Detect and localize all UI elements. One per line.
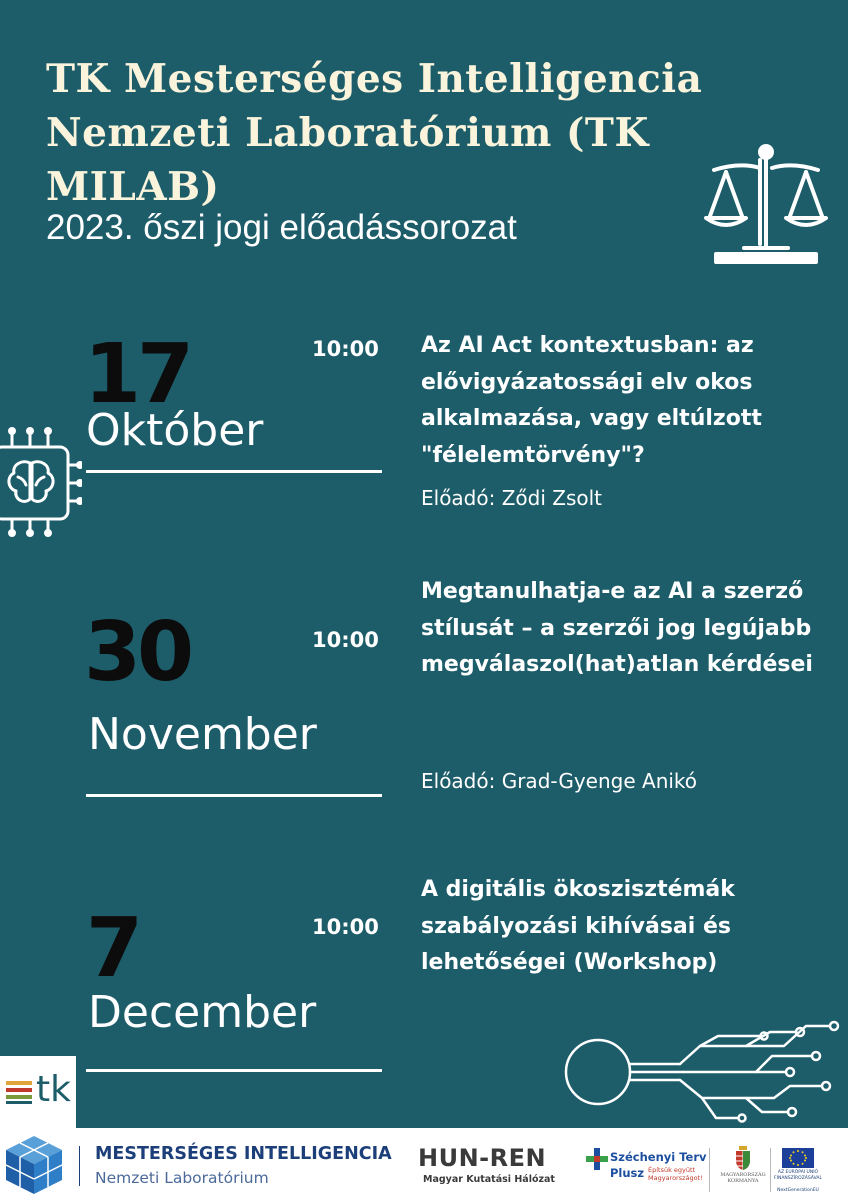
- circuit-network-icon: [560, 1018, 848, 1126]
- event-time: 10:00: [312, 337, 379, 361]
- kormany-label: MAGYARORSZÁG KORMÁNYA: [720, 1172, 766, 1184]
- hunren-logo: HUN-REN: [418, 1144, 547, 1172]
- brain-chip-icon: [0, 425, 82, 537]
- szechenyi-slogan: Építsük együtt Magyarországot!: [648, 1166, 703, 1182]
- event-month: December: [88, 987, 317, 1038]
- event-month: November: [88, 709, 317, 760]
- milab-cube-icon: [4, 1134, 64, 1196]
- event-divider: [86, 1069, 382, 1072]
- event-day: 17: [84, 327, 191, 422]
- event-divider: [86, 794, 382, 797]
- szechenyi-title: Széchenyi Terv: [610, 1150, 707, 1164]
- szechenyi-plusz: Plusz: [610, 1166, 645, 1180]
- event-day: 30: [84, 605, 191, 700]
- tk-logo-text: tk: [36, 1069, 71, 1110]
- event-divider: [86, 470, 382, 473]
- milab-subtitle: Nemzeti Laboratórium: [95, 1169, 269, 1187]
- scales-of-justice-icon: [700, 140, 832, 270]
- event-speaker: Előadó: Ződi Zsolt: [421, 486, 603, 510]
- footer-divider: [709, 1148, 710, 1192]
- hunren-subtitle: Magyar Kutatási Hálózat: [423, 1174, 555, 1185]
- event-title: Megtanulhatja-e az AI a szerző stílusát – a szerzői jog legújabb megválaszol(hat)atlan kérdései: [421, 579, 813, 677]
- nextgen-label: NextGenerationEU: [777, 1188, 819, 1193]
- event-title: Az AI Act kontextusban: az elővigyázatossági elv okos alkalmazása, vagy eltúlzott "félelemtörvény"?: [421, 333, 762, 468]
- tk-stripes-icon: [6, 1081, 32, 1105]
- footer-divider: [79, 1146, 80, 1186]
- event-month: Október: [86, 405, 264, 456]
- szechenyi-cross-icon: [586, 1148, 608, 1170]
- milab-title: MESTERSÉGES INTELLIGENCIA: [95, 1144, 392, 1164]
- event-title: A digitális ökoszisztémák szabályozási kihívásai és lehetőségei (Workshop): [421, 877, 735, 975]
- page-subtitle: 2023. őszi jogi előadássorozat: [46, 208, 517, 247]
- hungarian-coat-of-arms-icon: [735, 1146, 751, 1170]
- event-speaker: Előadó: Grad-Gyenge Anikó: [421, 769, 698, 793]
- eu-label: AZ EURÓPAI UNIÓ FINANSZÍROZÁSÁVAL: [774, 1170, 822, 1181]
- event-day: 7: [86, 901, 140, 996]
- eu-flag-icon: [782, 1148, 814, 1168]
- event-time: 10:00: [312, 915, 379, 939]
- footer-divider: [770, 1148, 771, 1192]
- page-title: TK Mesterséges Intelligencia Nemzeti Laboratórium (TK MILAB): [46, 56, 703, 210]
- event-time: 10:00: [312, 628, 379, 652]
